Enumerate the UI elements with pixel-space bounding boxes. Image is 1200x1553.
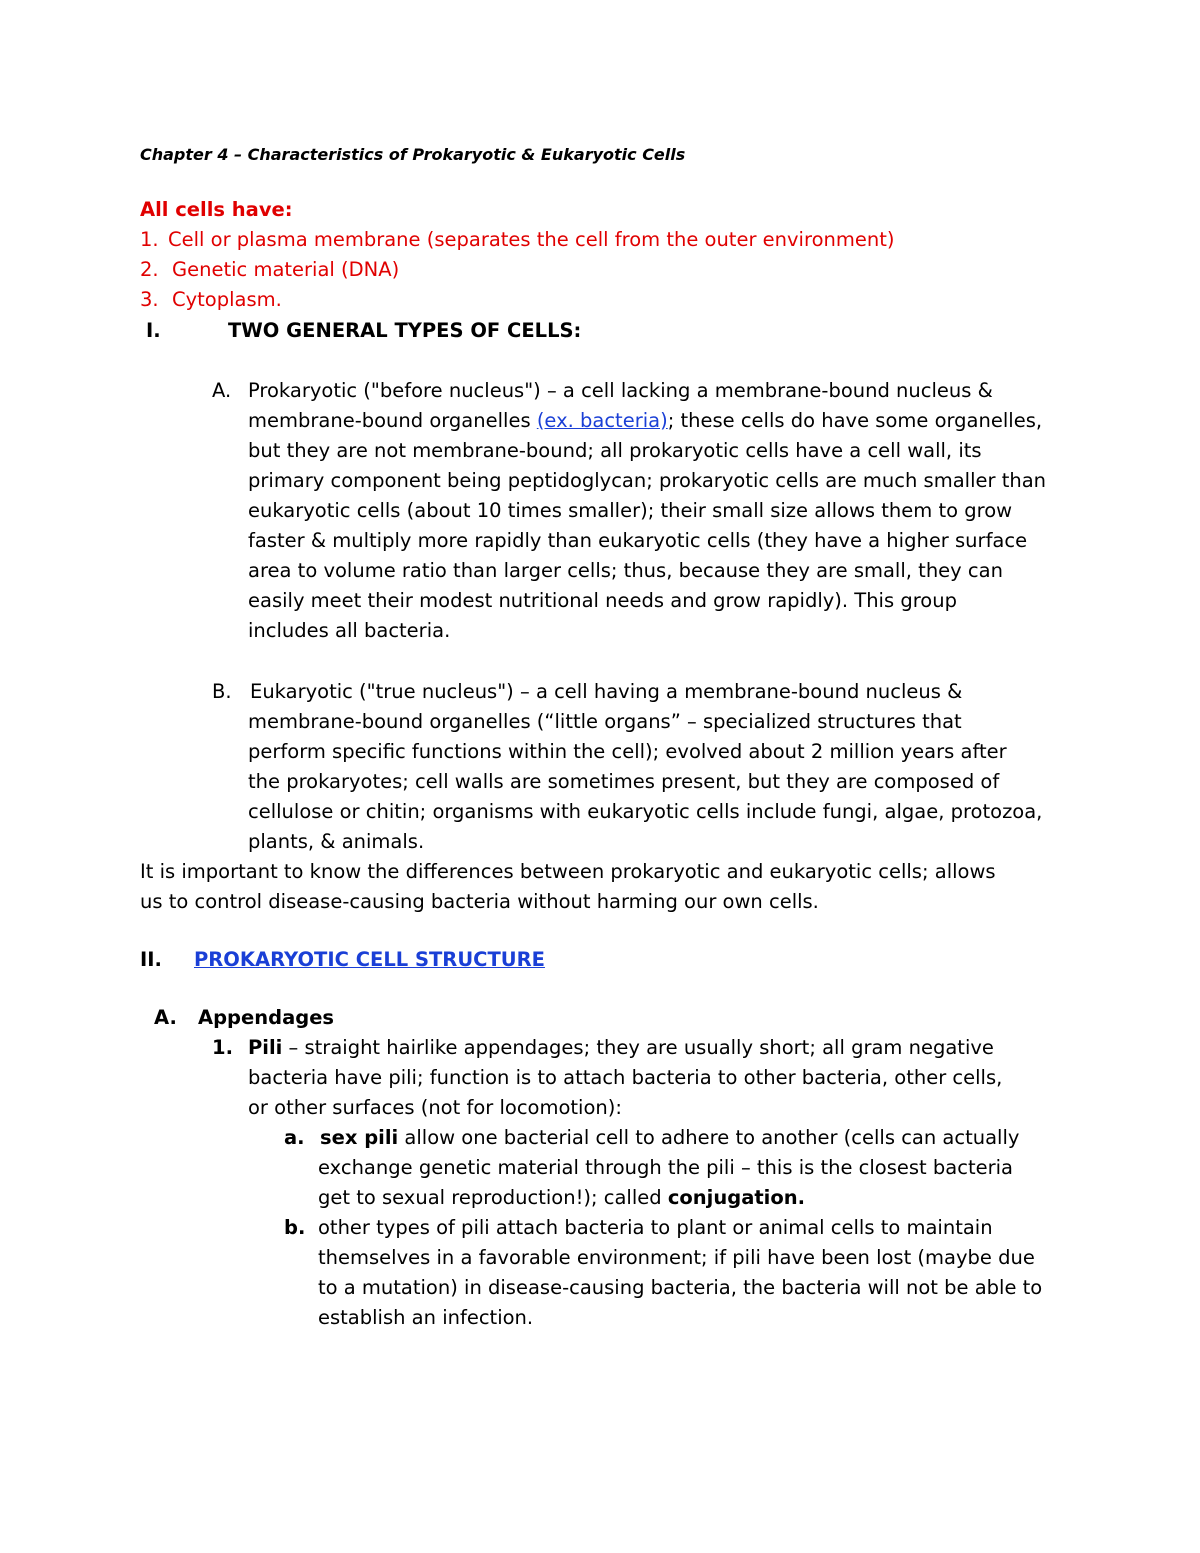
eukaryotic-line: plants, & animals. xyxy=(248,830,425,853)
other-pili-line: establish an infection. xyxy=(318,1306,534,1329)
eukaryotic-line: membrane-bound organelles (“little organs” – specialized structures that xyxy=(248,710,962,733)
item-label: a. xyxy=(284,1126,305,1149)
prokaryotic-line: area to volume ratio than larger cells; thus, because they are small, they can xyxy=(248,559,1003,582)
text-segment: allow one bacterial cell to adhere to another (cells can actually xyxy=(398,1126,1020,1149)
page-title: Chapter 4 – Characteristics of Prokaryotic & Eukaryotic Cells xyxy=(140,145,686,164)
prokaryotic-line: includes all bacteria. xyxy=(248,619,451,642)
text-segment: ; these cells do have some organelles, xyxy=(667,409,1043,432)
prokaryotic-line: but they are not membrane-bound; all prokaryotic cells have a cell wall, its xyxy=(248,439,982,462)
list-number: 2. xyxy=(140,258,159,281)
section-number: II. xyxy=(140,948,162,971)
term: sex pili xyxy=(320,1126,399,1149)
all-cells-heading: All cells have: xyxy=(140,198,293,221)
other-pili-line: to a mutation) in disease-causing bacteria, the bacteria will not be able to xyxy=(318,1276,1043,1299)
eukaryotic-line: the prokaryotes; cell walls are sometimes present, but they are composed of xyxy=(248,770,1000,793)
item-label: b. xyxy=(284,1216,306,1239)
bacteria-example-link[interactable]: (ex. bacteria) xyxy=(536,409,668,432)
term: Pili xyxy=(248,1036,283,1059)
pili-line: bacteria have pili; function is to attach bacteria to other bacteria, other cells, xyxy=(248,1066,1003,1089)
note-line: us to control disease-causing bacteria without harming our own cells. xyxy=(140,890,819,913)
item-label: A. xyxy=(154,1006,177,1029)
prokaryotic-line xyxy=(248,406,1042,436)
list-item: Cytoplasm. xyxy=(172,288,282,311)
prokaryotic-line: eukaryotic cells (about 10 times smaller); their small size allows them to grow xyxy=(248,499,1013,522)
text-segment: – straight hairlike appendages; they are usually short; all gram negative xyxy=(282,1036,994,1059)
prokaryotic-line: Prokaryotic ("before nucleus") – a cell lacking a membrane-bound nucleus & xyxy=(248,379,993,402)
prokaryotic-line: faster & multiply more rapidly than eukaryotic cells (they have a higher surface xyxy=(248,529,1028,552)
text-segment: get to sexual reproduction!); called xyxy=(318,1186,668,1209)
other-pili-line: themselves in a favorable environment; if pili have been lost (maybe due xyxy=(318,1246,1035,1269)
eukaryotic-line: Eukaryotic ("true nucleus") – a cell having a membrane-bound nucleus & xyxy=(250,680,963,703)
item-label: B. xyxy=(212,680,232,703)
text-segment: membrane-bound organelles xyxy=(248,409,537,432)
sex-pili-line: exchange genetic material through the pili – this is the closest bacteria xyxy=(318,1156,1013,1179)
subsection-heading: Appendages xyxy=(198,1006,335,1029)
pili-line: or other surfaces (not for locomotion): xyxy=(248,1096,622,1119)
sex-pili-line xyxy=(318,1183,805,1213)
item-number: 1. xyxy=(212,1036,233,1059)
list-number: 1. xyxy=(140,228,159,251)
item-label: A. xyxy=(212,379,232,402)
note-line: It is important to know the differences between prokaryotic and eukaryotic cells; allows xyxy=(140,860,996,883)
section-number: I. xyxy=(146,319,161,342)
list-item: Genetic material (DNA) xyxy=(172,258,400,281)
term: conjugation. xyxy=(667,1186,806,1209)
eukaryotic-line: perform specific functions within the cell); evolved about 2 million years after xyxy=(248,740,1007,763)
other-pili-line: other types of pili attach bacteria to plant or animal cells to maintain xyxy=(318,1216,993,1239)
list-number: 3. xyxy=(140,288,159,311)
eukaryotic-line: cellulose or chitin; organisms with eukaryotic cells include fungi, algae, protozoa, xyxy=(248,800,1043,823)
section-heading: TWO GENERAL TYPES OF CELLS: xyxy=(228,319,582,342)
sex-pili-line xyxy=(320,1123,1019,1153)
prokaryotic-structure-link[interactable]: PROKARYOTIC CELL STRUCTURE xyxy=(194,948,545,971)
pili-line xyxy=(248,1033,994,1063)
prokaryotic-line: primary component being peptidoglycan; prokaryotic cells are much smaller than xyxy=(248,469,1047,492)
prokaryotic-line: easily meet their modest nutritional needs and grow rapidly). This group xyxy=(248,589,957,612)
list-item: Cell or plasma membrane (separates the cell from the outer environment) xyxy=(168,228,895,251)
